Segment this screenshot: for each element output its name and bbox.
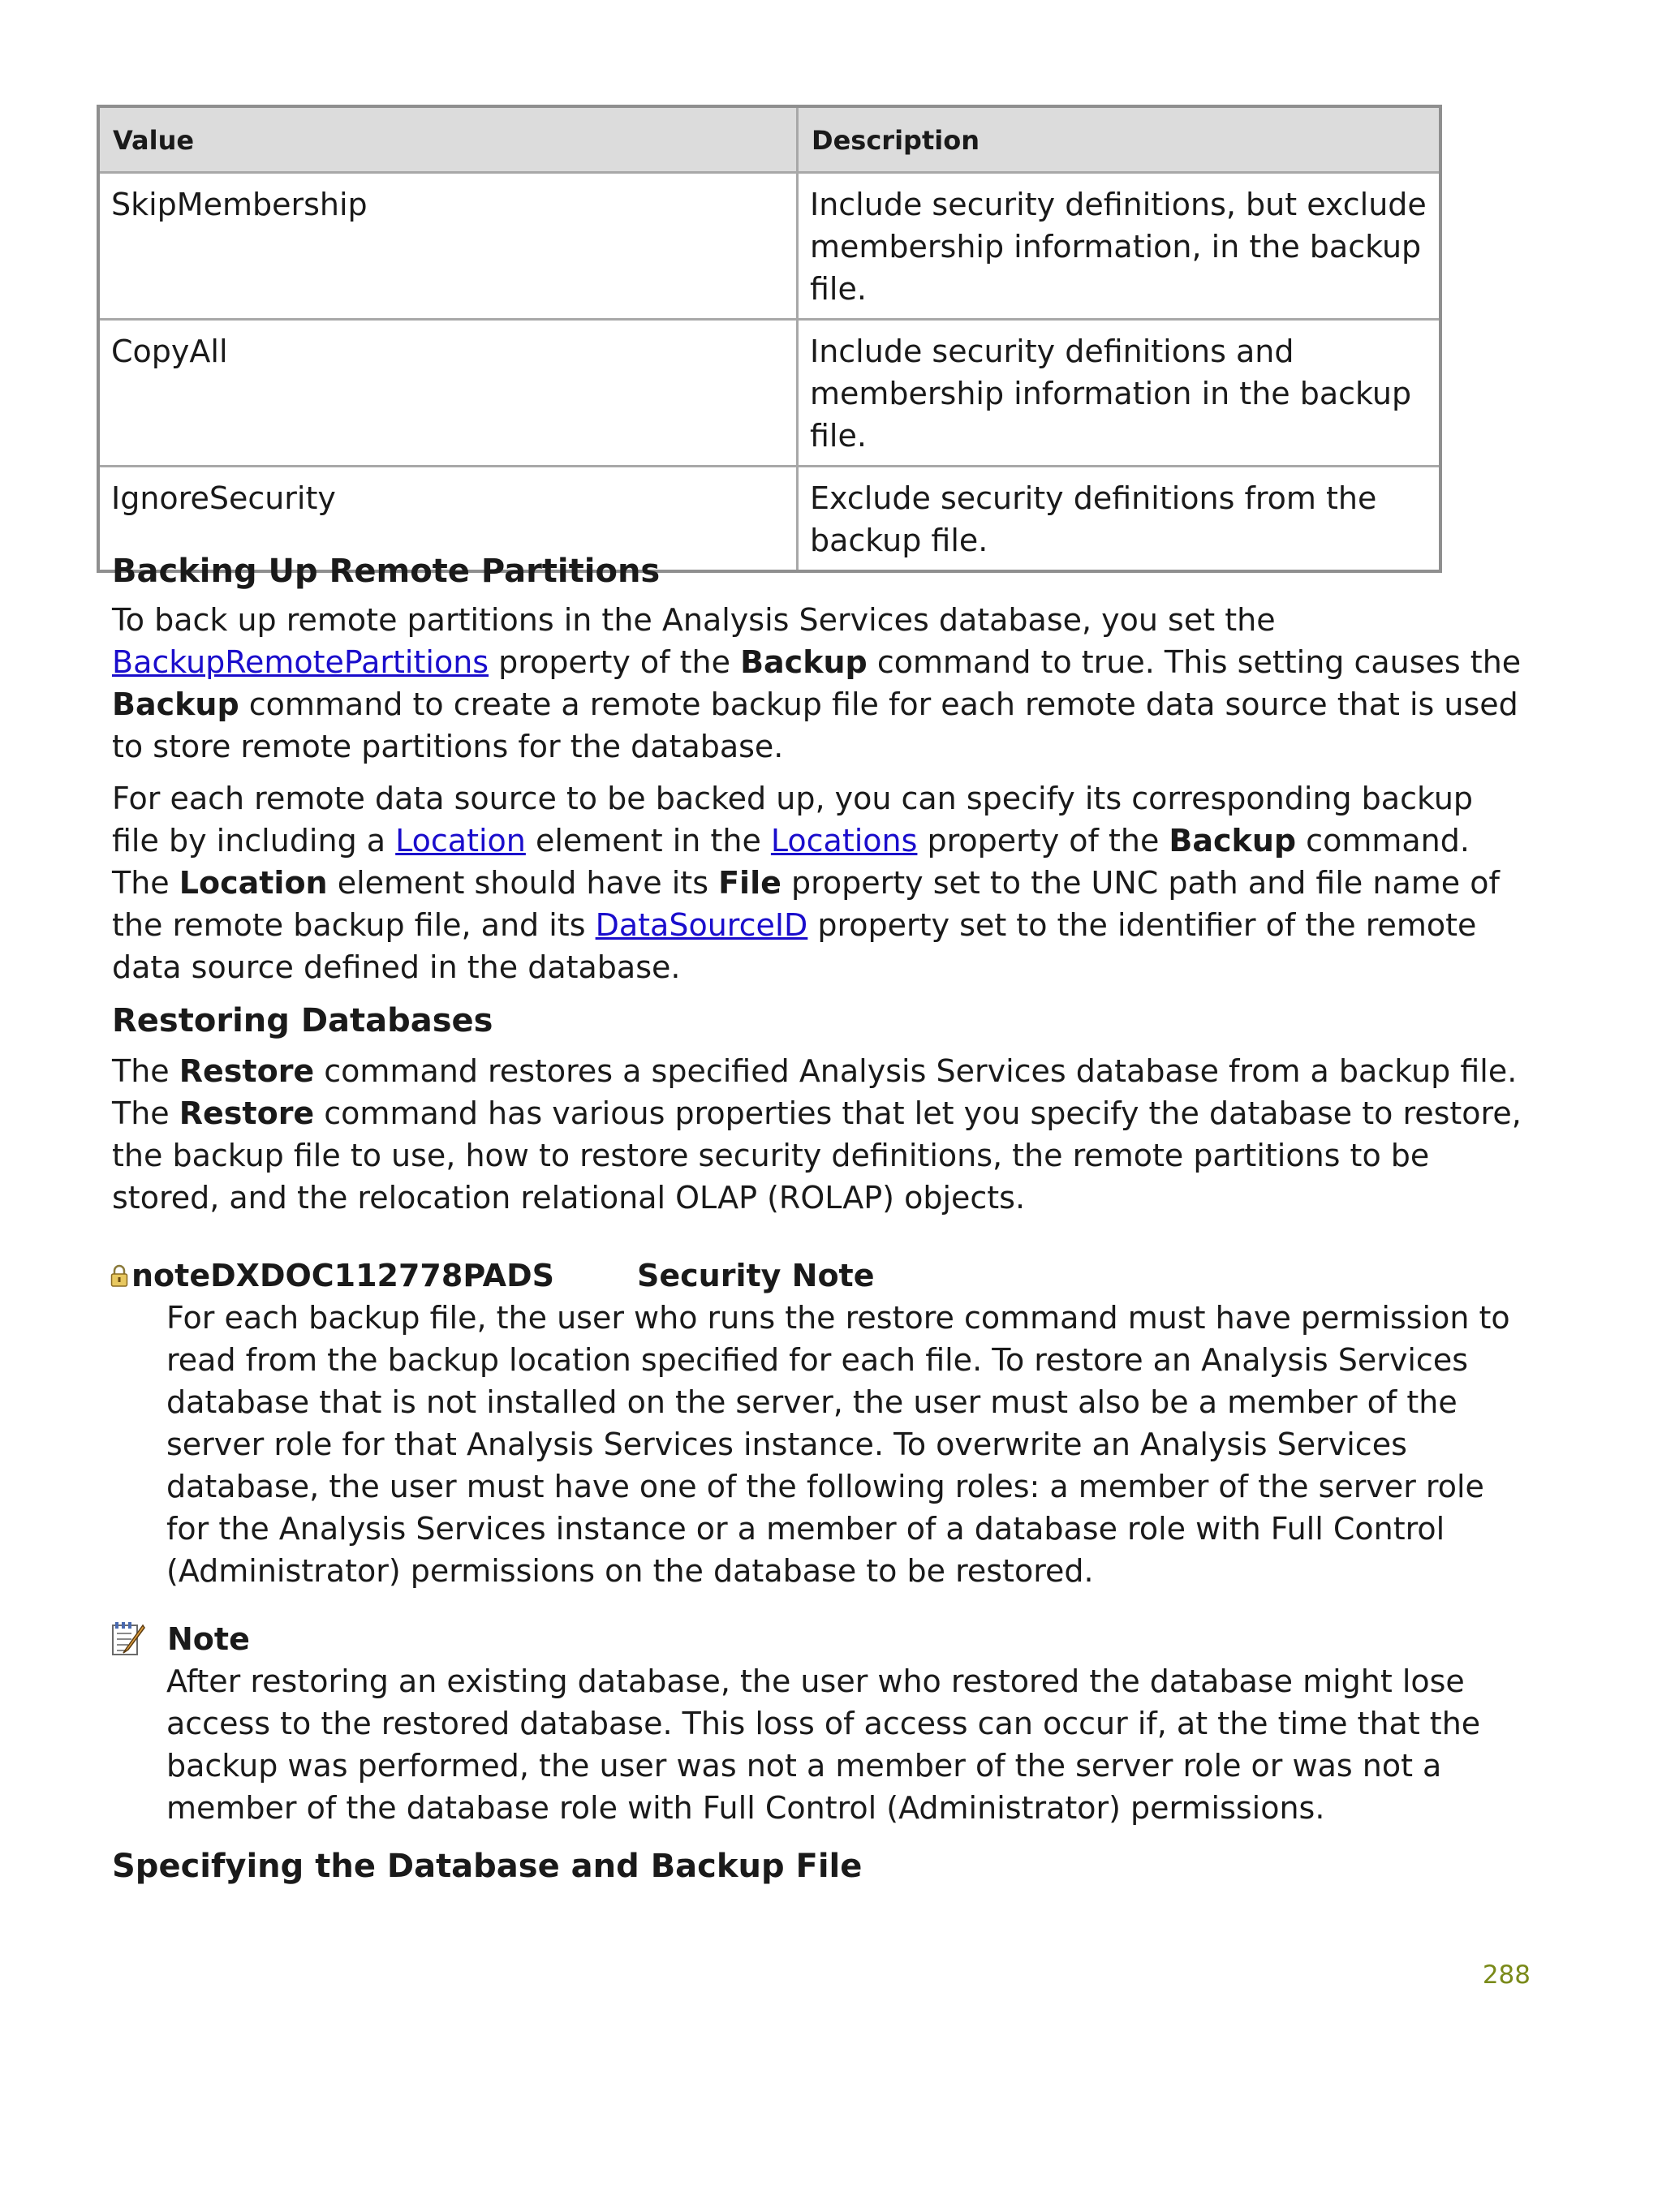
backup-remote-partitions-link[interactable]: BackupRemotePartitions <box>112 644 489 680</box>
specifying-heading: Specifying the Database and Backup File <box>112 1848 863 1885</box>
note-header <box>110 1618 1522 1660</box>
page-number: 288 <box>1482 1960 1531 1990</box>
header-value: Value <box>98 106 798 173</box>
note-body: After restoring an existing database, the user who restored the database might lose access to the restored database. This loss of access can occur if, at the time that the backup was performed, the user was not a member of the server role or was not a member of the database role with Full Control (Administrator) permissions. <box>166 1663 1481 1826</box>
text: The <box>112 1053 179 1089</box>
text: command to create a remote backup file for each remote data source that is used to store remote partitions for the database. <box>112 686 1518 764</box>
text: property of the <box>489 644 741 680</box>
text: command restores a specified Analysis Services database from a backup file. The <box>112 1053 1518 1131</box>
cell-description: Include security definitions and membership information in the backup file. <box>798 320 1441 467</box>
table-row <box>98 320 1440 467</box>
cell-value: SkipMembership <box>98 173 798 320</box>
text: element in the <box>525 823 771 859</box>
locations-link[interactable]: Locations <box>770 823 918 859</box>
cell-description: Include security definitions, but exclude membership information, in the backup file. <box>798 173 1441 320</box>
header-description: Description <box>798 106 1441 173</box>
bold-text: File <box>718 865 781 901</box>
remote-partitions-paragraph-1 <box>112 599 1524 768</box>
text: command to true. This setting causes the <box>867 644 1522 680</box>
remote-partitions-heading: Backing Up Remote Partitions <box>112 553 661 590</box>
text: property set to the identifier of the remote data source defined in the database. <box>112 907 1477 985</box>
security-note <box>110 1254 1522 1592</box>
lock-icon <box>110 1263 128 1288</box>
remote-partitions-section <box>112 549 1524 988</box>
text: property set to the UNC path and file name of the remote backup file, and its <box>112 865 1500 943</box>
bold-text: Backup <box>1169 823 1297 859</box>
restoring-databases-heading: Restoring Databases <box>112 1002 493 1039</box>
text: To back up remote partitions in the Analysis Services database, you set the <box>112 602 1276 638</box>
security-note-id: noteDXDOC112778PADS <box>131 1258 554 1293</box>
restoring-databases-section <box>112 998 1524 1219</box>
specifying-section <box>112 1844 1524 1889</box>
text: element should have its <box>327 865 719 901</box>
text: For each remote data source to be backed up, you can specify its corresponding backup file by including a <box>112 781 1474 859</box>
bold-text: Location <box>179 865 328 901</box>
text: property of the <box>917 823 1169 859</box>
bold-text: Restore <box>179 1053 315 1089</box>
bold-text: Restore <box>179 1095 315 1131</box>
cell-value: CopyAll <box>98 320 798 467</box>
datasourceid-link[interactable]: DataSourceID <box>595 907 808 943</box>
security-options-table <box>97 105 1442 573</box>
text: command. The <box>112 823 1470 901</box>
restoring-databases-paragraph <box>112 1050 1524 1219</box>
note <box>110 1618 1522 1829</box>
bold-text: Backup <box>112 686 239 722</box>
location-link[interactable]: Location <box>395 823 526 859</box>
note-pencil-icon <box>110 1620 146 1658</box>
bold-text: Backup <box>740 644 868 680</box>
cell-value: IgnoreSecurity <box>98 467 798 572</box>
table-header-row <box>98 106 1440 173</box>
security-note-header <box>110 1254 1522 1297</box>
remote-partitions-paragraph-2 <box>112 777 1524 988</box>
note-title: Note <box>167 1621 250 1657</box>
text: command has various properties that let you specify the database to restore, the backup file to use, how to restore security definitions, the remote partitions to be stored, and the relocation relational OLAP (ROLAP) objects. <box>112 1095 1522 1216</box>
table-row <box>98 173 1440 320</box>
security-note-body: For each backup file, the user who runs the restore command must have permission to read from the backup location specified for each file. To restore an Analysis Services database that is not installed on the server, the user must also be a member of the server role for that Analysis Services instance. To overwrite an Analysis Services database, the user must have one of the following roles: a member of the server role for the Analysis Services instance or a member of a database role with Full Control (Administrator) permissions on the database to be restored. <box>166 1300 1510 1589</box>
security-note-title: Security Note <box>637 1258 875 1293</box>
cell-description: Exclude security definitions from the backup file. <box>798 467 1441 572</box>
